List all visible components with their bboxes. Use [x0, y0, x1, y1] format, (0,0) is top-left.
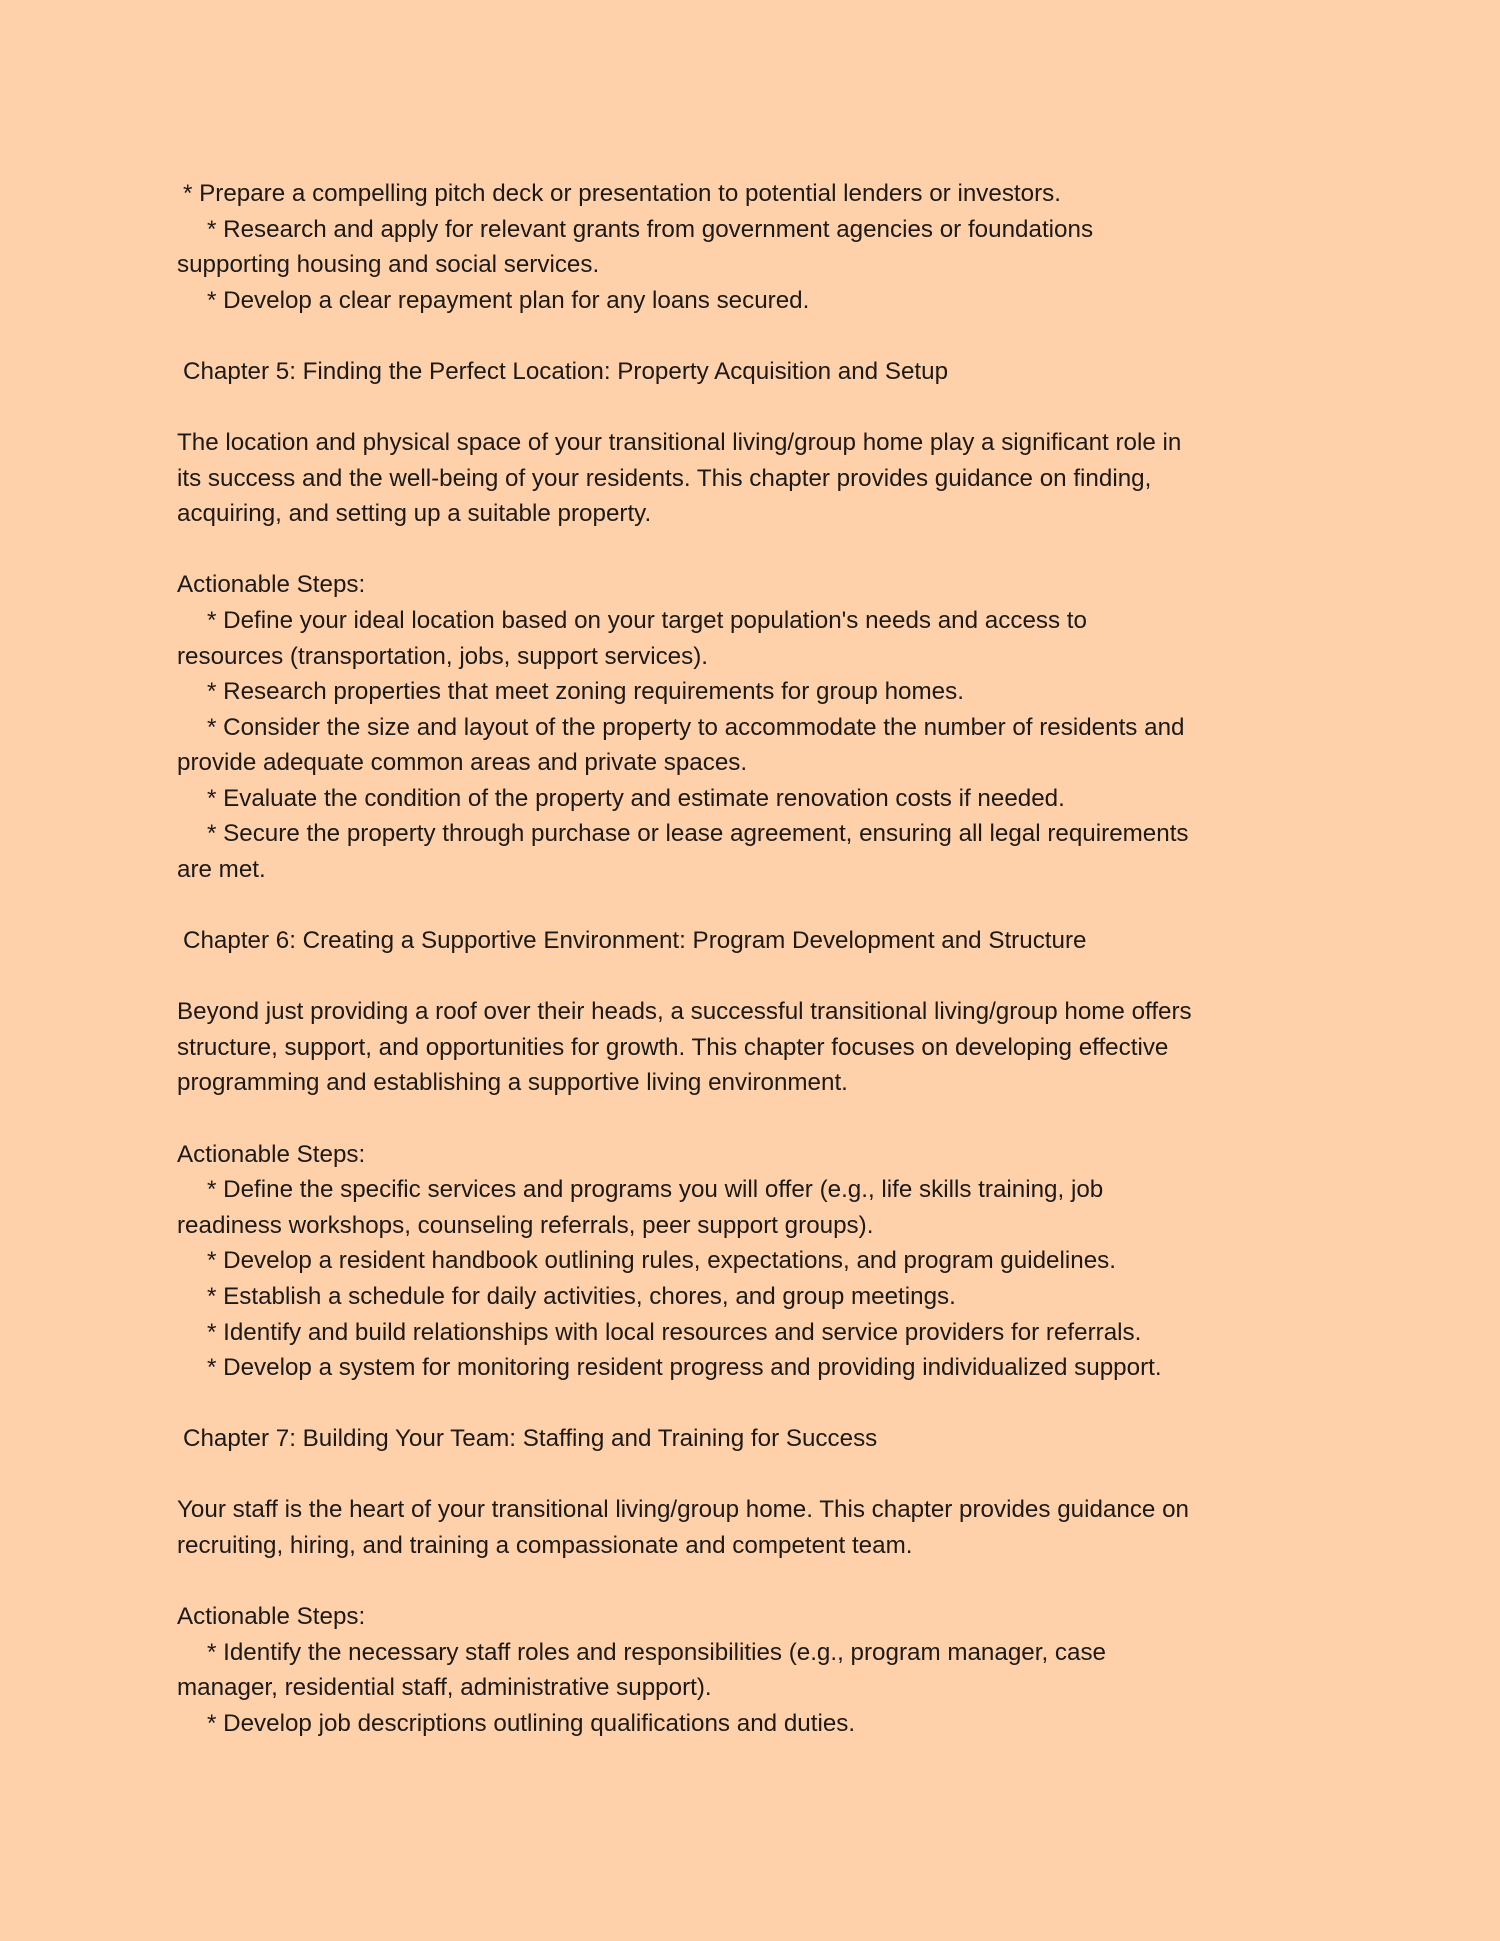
blank-line [177, 1101, 1477, 1137]
text-line: supporting housing and social services. [177, 251, 600, 279]
section-label: Actionable Steps: [177, 571, 366, 599]
bullet-item: * Develop job descriptions outlining qualifications and duties. [207, 1709, 856, 1737]
bullet-item: * Research and apply for relevant grants from government agencies or foundations [207, 215, 1094, 243]
bullet-item: * Identify and build relationships with local resources and service providers for referrals. [207, 1318, 1142, 1346]
bullet-item: * Research properties that meet zoning requirements for group homes. [207, 678, 964, 706]
blank-line [177, 888, 1477, 924]
bullet-item: * Prepare a compelling pitch deck or presentation to potential lenders or investors. [183, 180, 1061, 207]
bullet-item: * Evaluate the condition of the property and estimate renovation costs if needed. [207, 784, 1065, 812]
text-line: programming and establishing a supportive living environment. [177, 1069, 848, 1097]
text-line: its success and the well-being of your residents. This chapter provides guidance on finding, [177, 464, 1152, 492]
blank-line [177, 959, 1477, 995]
blank-line [177, 1457, 1477, 1493]
document-page [177, 176, 1477, 1741]
text-line: recruiting, hiring, and training a compassionate and competent team. [177, 1531, 913, 1559]
blank-line [177, 318, 1477, 354]
bullet-item: * Define your ideal location based on your target population's needs and access to [207, 606, 1087, 634]
bullet-item: * Establish a schedule for daily activities, chores, and group meetings. [207, 1282, 956, 1310]
bullet-item: * Develop a clear repayment plan for any loans secured. [207, 286, 810, 314]
chapter-heading: Chapter 5: Finding the Perfect Location: Property Acquisition and Setup [183, 357, 949, 385]
chapter-heading: Chapter 6: Creating a Supportive Environment: Program Development and Structure [183, 927, 1087, 955]
text-line: Beyond just providing a roof over their heads, a successful transitional living/group home offers [177, 998, 1192, 1026]
section-label: Actionable Steps: [177, 1603, 366, 1631]
text-line: readiness workshops, counseling referrals, peer support groups). [177, 1211, 874, 1239]
bullet-item: * Develop a resident handbook outlining rules, expectations, and program guidelines. [207, 1247, 1116, 1275]
bullet-item: * Develop a system for monitoring resident progress and providing individualized support. [207, 1354, 1162, 1382]
text-line: Your staff is the heart of your transitional living/group home. This chapter provides guidance on [177, 1496, 1189, 1524]
text-line: structure, support, and opportunities for growth. This chapter focuses on developing effective [177, 1033, 1169, 1061]
bullet-item: * Define the specific services and programs you will offer (e.g., life skills training, job [207, 1176, 1104, 1204]
blank-line [177, 532, 1477, 568]
text-line: manager, residential staff, administrative support). [177, 1674, 712, 1702]
blank-line [177, 389, 1477, 425]
chapter-heading: Chapter 7: Building Your Team: Staffing and Training for Success [183, 1425, 878, 1453]
section-label: Actionable Steps: [177, 1140, 366, 1168]
blank-line [177, 1386, 1477, 1422]
bullet-item: * Consider the size and layout of the property to accommodate the number of residents and [207, 713, 1185, 741]
bullet-item: * Identify the necessary staff roles and responsibilities (e.g., program manager, case [207, 1638, 1106, 1666]
bullet-item: * Secure the property through purchase or lease agreement, ensuring all legal requirements [207, 820, 1189, 848]
text-line: acquiring, and setting up a suitable property. [177, 500, 652, 528]
text-line: resources (transportation, jobs, support services). [177, 642, 709, 670]
text-line: are met. [177, 855, 266, 883]
blank-line [177, 1564, 1477, 1600]
text-line: provide adequate common areas and private spaces. [177, 749, 748, 777]
text-line: The location and physical space of your transitional living/group home play a significant role in [177, 429, 1182, 457]
